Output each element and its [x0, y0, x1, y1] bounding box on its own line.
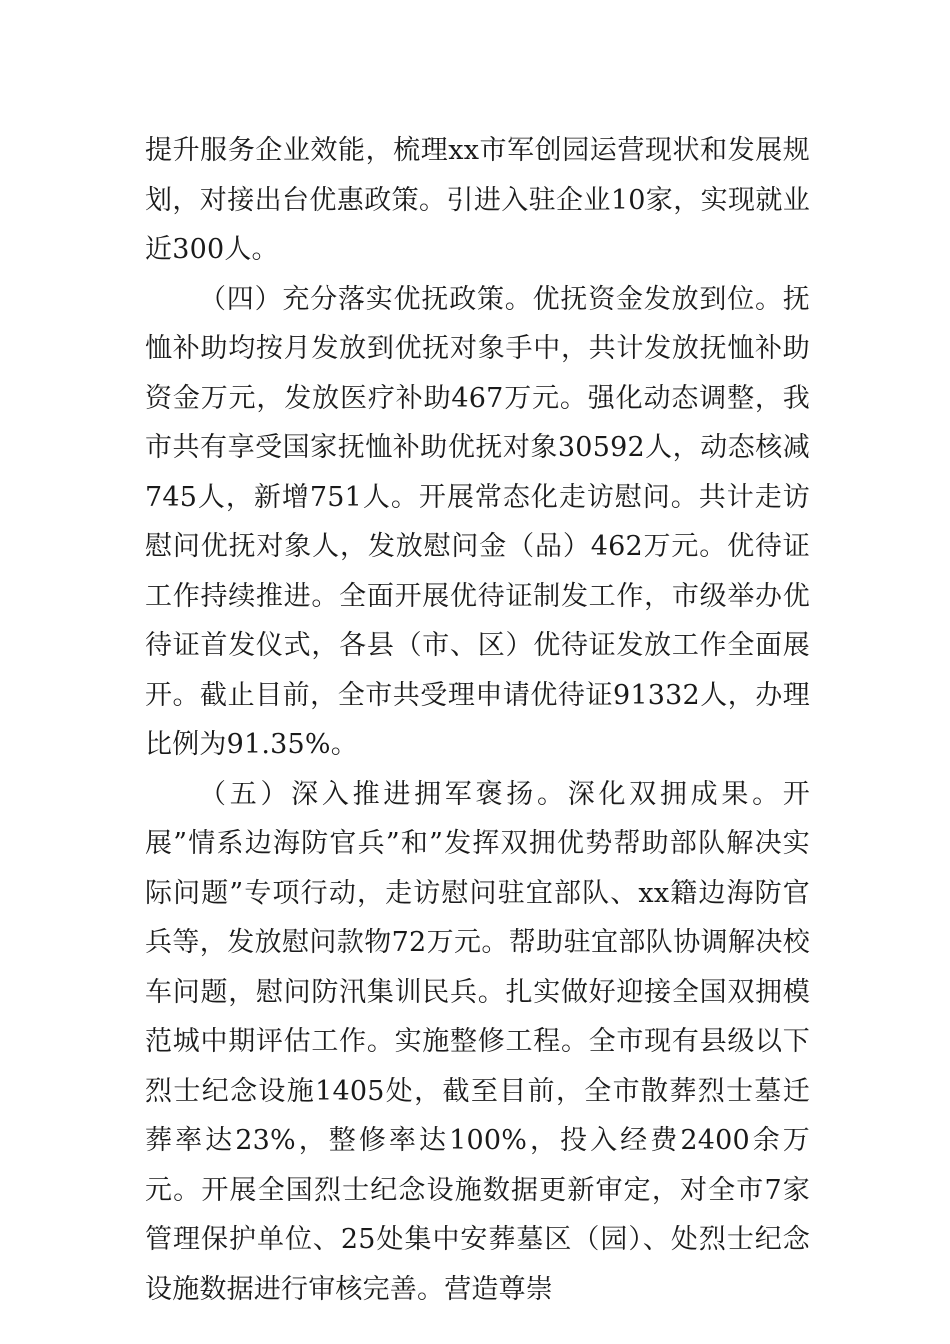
paragraph-section-five: （五）深入推进拥军褒扬。深化双拥成果。开展”情系边海防官兵”和”发挥双拥优势帮助部队解决实际问题”专项行动，走访慰问驻宜部队、xx籍边海防官兵等，发放慰问款物72万元。帮助驻宜部队协调解决校车问题，慰问防汛集训民兵。扎实做好迎接全国双拥模范城中期评估工作。实施整修工程。全市现有县级以下烈士纪念设施1405处，截至目前，全市散葬烈士墓迁葬率达23%，整修率达100%，投入经费2400余万元。开展全国烈士纪念设施数据更新审定，对全市7家管理保护单位、25处集中安葬墓区（园）、处烈士纪念设施数据进行审核完善。营造尊崇	[145, 778, 810, 1305]
paragraph-section-four: （四）充分落实优抚政策。优抚资金发放到位。抚恤补助均按月发放到优抚对象手中，共计发放抚恤补助资金万元，发放医疗补助467万元。强化动态调整，我市共有享受国家抚恤补助优抚对象30592人，动态核减745人，新增751人。开展常态化走访慰问。共计走访慰问优抚对象人，发放慰问金（品）462万元。优待证工作持续推进。全面开展优待证制发工作，市级举办优待证首发仪式，各县（市、区）优待证发放工作全面展开。截止目前，全市共受理申请优待证91332人，办理比例为91.35%。	[145, 283, 810, 760]
document-body	[145, 126, 810, 1314]
paragraph-continuation: 提升服务企业效能，梳理xx市军创园运营现状和发展规划，对接出台优惠政策。引进入驻企业10家，实现就业近300人。	[145, 135, 810, 265]
